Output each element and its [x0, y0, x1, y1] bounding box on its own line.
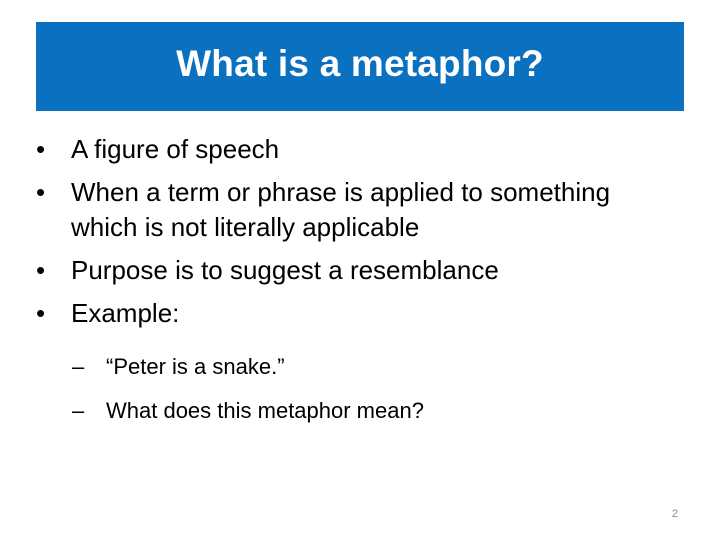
sub-bullet-item: [72, 352, 672, 382]
page-number: 2: [671, 508, 678, 520]
sub-bullet-item: [72, 396, 672, 426]
bullet-text: A figure of speech: [71, 134, 280, 164]
dash-icon: –: [72, 354, 85, 379]
sub-bullet-list: [72, 352, 672, 440]
bullet-text: Purpose is to suggest a resemblance: [71, 255, 499, 285]
dash-icon: –: [72, 398, 85, 423]
bullet-icon: •: [36, 255, 46, 285]
bullet-item: [36, 132, 676, 167]
bullet-item: [36, 175, 676, 245]
bullet-item: [36, 253, 676, 288]
bullet-text: Example:: [71, 298, 180, 328]
bullet-icon: •: [36, 134, 46, 164]
bullet-icon: •: [36, 177, 46, 207]
slide-title: What is a metaphor?: [176, 42, 544, 84]
sub-bullet-text: “Peter is a snake.”: [106, 354, 285, 379]
sub-bullet-text: What does this metaphor mean?: [106, 398, 424, 423]
bullet-list: [36, 132, 676, 339]
title-bar: [36, 22, 684, 111]
bullet-icon: •: [36, 298, 46, 328]
bullet-item: [36, 296, 676, 331]
bullet-text: When a term or phrase is applied to something which is not literally applicable: [71, 177, 611, 242]
